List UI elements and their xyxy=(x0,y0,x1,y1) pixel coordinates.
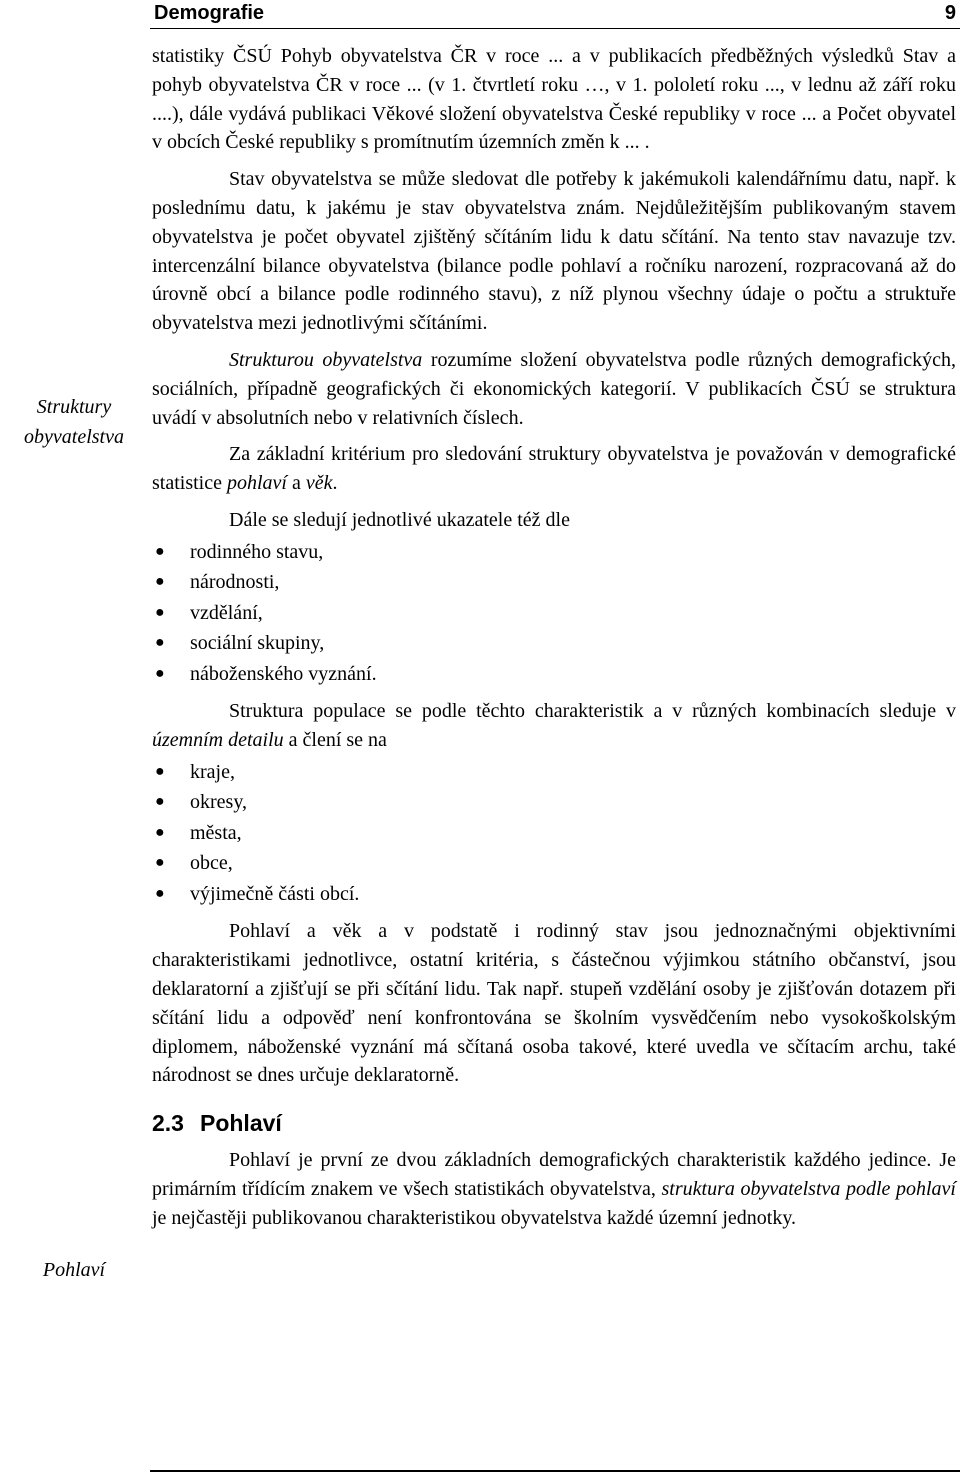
header-title: Demografie xyxy=(154,2,265,24)
bullet-icon: ● xyxy=(155,793,165,811)
bullet-icon: ● xyxy=(155,823,165,841)
list-item xyxy=(152,598,956,629)
paragraph-text: Struktura populace se podle těchto charakteristik a v různých kombinacích sleduje v xyxy=(229,700,956,723)
list-item-text: města, xyxy=(190,821,242,844)
paragraph: Dále se sledují jednotlivé ukazatele též dle xyxy=(229,508,570,531)
paragraph-text: . xyxy=(332,472,338,495)
paragraph xyxy=(152,346,956,432)
section-title: Pohlaví xyxy=(199,1110,282,1137)
main-content xyxy=(152,42,956,1241)
page-number: 9 xyxy=(944,2,956,24)
list-item-text: okresy, xyxy=(190,791,248,814)
list-item-text: rodinného stavu, xyxy=(190,540,324,563)
list-item xyxy=(152,659,956,690)
italic-term: pohlaví xyxy=(226,472,287,495)
paragraph-text: rozumíme složení obyvatelstva podle různých demografických, sociálních, případně geografických či ekonomických kategorií. V publikacích ČSÚ se struktura uvádí v absolutních nebo v relativních číslech. xyxy=(152,348,956,429)
margin-note-struktury: Struktury obyvatelstva xyxy=(24,396,124,448)
bullet-icon: ● xyxy=(155,603,165,621)
bullet-icon: ● xyxy=(155,884,165,902)
list-item xyxy=(152,848,956,879)
list-item xyxy=(152,567,956,598)
bullet-icon: ● xyxy=(155,573,165,591)
footer-rule xyxy=(150,1470,960,1472)
list-item-text: náboženského vyznání. xyxy=(190,662,377,685)
bullet-icon: ● xyxy=(155,542,165,560)
italic-term: věk xyxy=(305,472,333,495)
header-rule xyxy=(150,28,960,29)
paragraph: Pohlaví a věk a v podstatě i rodinný stav jsou jednoznačnými objektivními charakteristikami jednotlivce, ostatní kritéria, s částečnou výjimkou státního občanství, jsou deklaratorní a zjišťují se při sčítání lidu. Tak např. stupeň vzdělání osoby je zjišťován dotazem při sčítání lidu a odpověď není konfrontována se školním vysvědčením nebo vysokoškolským diplomem, náboženské vyznání má sčítaná osoba takové, které uvedla ve sčítacím archu, také národnost se dnes určuje deklaratorně. xyxy=(152,920,956,1087)
bullet-list xyxy=(152,537,956,690)
list-item xyxy=(152,787,956,818)
page-header xyxy=(150,0,960,30)
paragraph: Stav obyvatelstva se může sledovat dle potřeby k jakémukoli kalendářnímu datu, např. k poslednímu datu, k jakému je stav obyvatelstva znám. Nejdůležitějším publikovaným stavem obyvatelstva je počet obyvatel zjištěný sčítáním lidu k datu sčítání. Na tento stav navazuje tzv. intercenzální bilance obyvatelstva (bilance podle pohlaví a ročníku narození, rozpracovaná až do úrovně obcí a bilance podle rodinného stavu), z níž plynou všechny údaje o počtu a struktuře obyvatelstva mezi jednotlivými sčítáními. xyxy=(152,168,956,335)
italic-term: územním detailu xyxy=(152,729,284,752)
list-item-text: výjimečně části obcí. xyxy=(190,882,360,905)
paragraph-text: a člení se na xyxy=(283,729,387,752)
list-item-text: kraje, xyxy=(190,760,235,783)
bullet-icon: ● xyxy=(155,762,165,780)
paragraph xyxy=(152,1146,956,1232)
italic-term: struktura obyvatelstva podle pohlaví xyxy=(661,1177,956,1200)
paragraph xyxy=(152,697,956,755)
list-item xyxy=(152,628,956,659)
paragraph-text: a xyxy=(286,472,306,495)
list-item-text: vzdělání, xyxy=(190,601,263,624)
bullet-icon: ● xyxy=(155,664,165,682)
bullet-list xyxy=(152,757,956,910)
list-item-text: národnosti, xyxy=(190,571,280,594)
list-item-text: obce, xyxy=(190,852,233,875)
paragraph-text: Za základní kritérium pro sledování struktury obyvatelstva je považován v demografické statistice xyxy=(152,443,956,495)
list-item xyxy=(152,818,956,849)
margin-note-pohlavi: Pohlaví xyxy=(42,1259,106,1281)
paragraph: statistiky ČSÚ Pohyb obyvatelstva ČR v roce ... a v publikacích předběžných výsledků Stav a pohyb obyvatelstva ČR v roce ... (v 1. čtvrtletí roku …, v 1. pololetí roku ..., v lednu až září roku ....), dále vydává publikaci Věkové složení obyvatelstva České republiky v roce ... a Počet obyvatel v obcích České republiky s promítnutím územních změn k ... . xyxy=(152,45,956,154)
paragraph-text: Pohlaví je první ze dvou základních demografických charakteristik každého jedince. Je primárním třídícím znakem ve všech statistikách obyvatelstva, xyxy=(152,1149,956,1200)
section-number: 2.3 xyxy=(152,1110,184,1137)
bullet-icon: ● xyxy=(155,634,165,652)
list-item xyxy=(152,757,956,788)
section-heading xyxy=(152,1108,956,1138)
list-item-text: sociální skupiny, xyxy=(190,632,325,655)
italic-term: Strukturou obyvatelstva xyxy=(229,348,423,371)
list-item xyxy=(152,879,956,910)
paragraph-text: je nejčastěji publikovanou charakteristikou obyvatelstva každé územní jednotky. xyxy=(152,1206,797,1229)
paragraph xyxy=(152,440,956,498)
bullet-icon: ● xyxy=(155,854,165,872)
list-item xyxy=(152,537,956,568)
